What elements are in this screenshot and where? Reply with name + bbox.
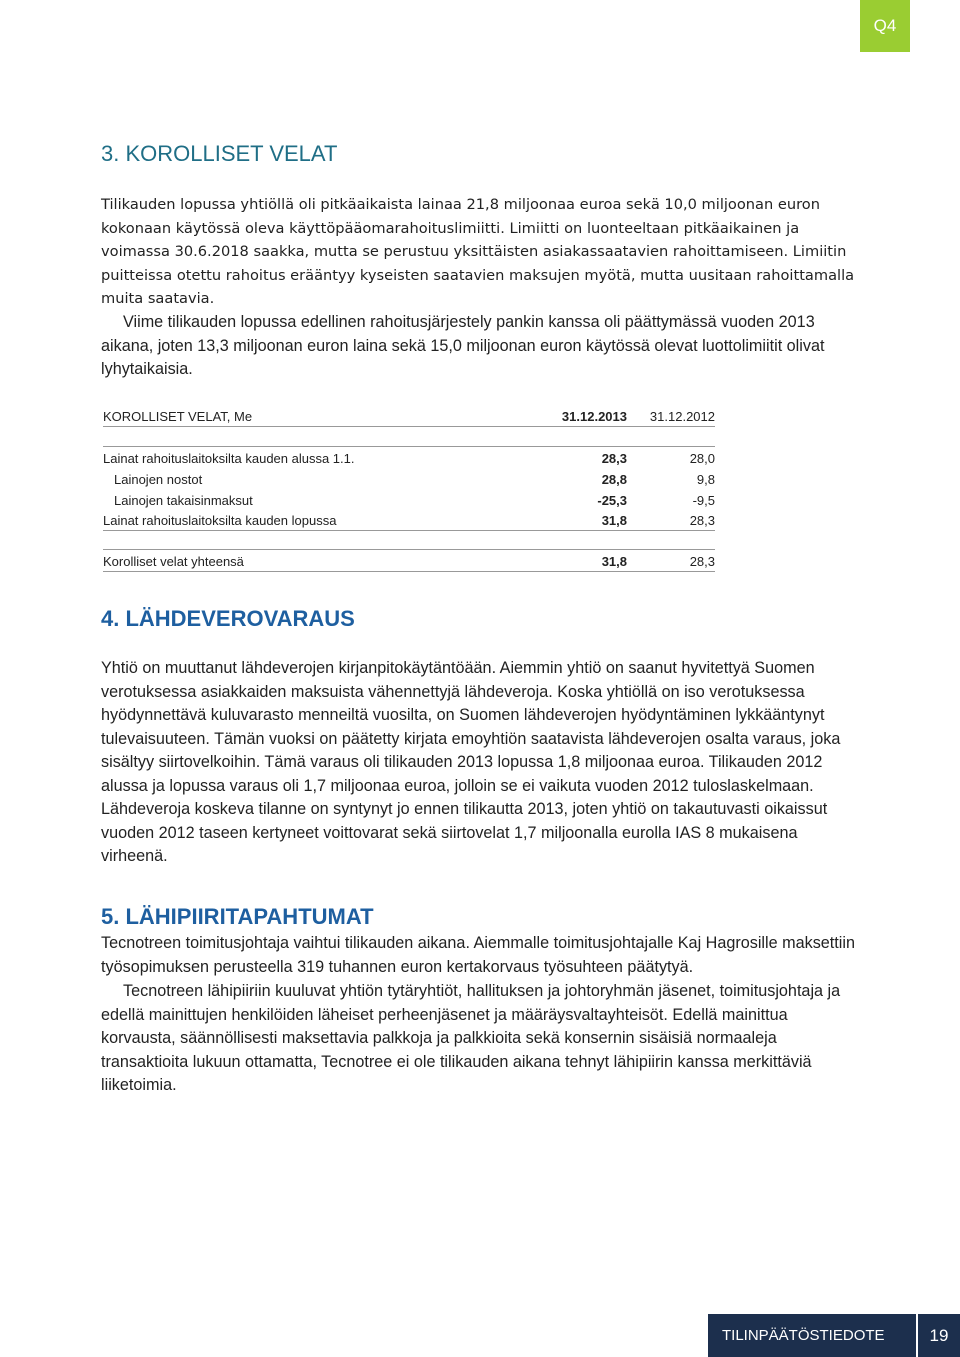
row-value-2012: 28,3 xyxy=(689,512,715,528)
table-row xyxy=(103,490,715,510)
table-title: KOROLLISET VELAT, Me xyxy=(103,408,253,424)
section-5-heading: 5. LÄHIPIIRITAPAHTUMAT xyxy=(101,904,374,929)
row-value-2012: 28,0 xyxy=(689,450,715,466)
table-divider xyxy=(103,530,715,531)
row-value-2013: -25,3 xyxy=(597,492,627,508)
table-divider xyxy=(103,446,715,447)
table-row xyxy=(103,448,715,468)
section-5-paragraph-1: Tecnotreen toimitusjohtaja vaihtui tilikauden aikana. Aiemmalle toimitusjohtajalle Kaj Hagrosille maksettiin työsopimuksen perusteella 319 tuhannen euron kertakorvaus työsuhteen päätytyä. xyxy=(101,934,855,976)
row-label: Lainat rahoituslaitoksilta kauden lopussa xyxy=(103,512,337,528)
total-label: Korolliset velat yhteensä xyxy=(103,553,244,569)
table-divider xyxy=(103,549,715,550)
table-divider xyxy=(103,571,715,572)
section-4-paragraph: Yhtiö on muuttanut lähdeverojen kirjanpitokäytäntöään. Aiemmin yhtiö on saanut hyvitettyä Suomen verotuksessa asiakkaiden maksuista vähennettyjä lähdeveroja. Koska yhtiöllä on iso verotuksessa hyödynnettävä kuluvarasto menneiltä vuosilta, on Suomen lähdeverojen hyödyntäminen lykkääntynyt tulevaisuuteen. Tämän vuoksi on päätetty kirjata emoyhtiön saatavista lähdeverojen osalta varaus, joka sisältyy siirtovelkoihin. Tämä varaus oli tilikauden 2013 lopussa 1,8 miljoonaa euroa. Tilikauden 2012 alussa ja lopussa varaus oli 1,7 miljoonaa euroa, jolloin se ei vaikuta vuoden 2012 tuloslaskelmaan. Lähdeveroja koskeva tilanne on syntynyt jo ennen tilikautta 2013, joten yhtiö on takautuvasti oikaissut vuoden 2012 taseen kertyneet voittovarat sekä siirtovelat 1,7 miljoonalla eurolla IAS 8 mukaisena virheenä. xyxy=(101,659,841,865)
row-value-2013: 28,8 xyxy=(601,471,627,487)
total-value-2012: 28,3 xyxy=(689,553,715,569)
total-value-2013: 31,8 xyxy=(601,553,627,569)
row-value-2012: 9,8 xyxy=(696,471,715,487)
section-3-paragraph-2: Viime tilikauden lopussa edellinen rahoitusjärjestely pankin kanssa oli päättymässä vuoden 2013 aikana, joten 13,3 miljoonan euron laina sekä 15,0 miljoonan euron käytössä olevat luottolimiitit olivat lyhytaikaisia. xyxy=(101,313,825,378)
row-value-2012: -9,5 xyxy=(692,492,715,508)
page-footer xyxy=(708,1314,960,1357)
table-header-row xyxy=(103,406,715,426)
row-label: Lainat rahoituslaitoksilta kauden alussa 1.1. xyxy=(103,450,355,466)
section-3-heading: 3. KOROLLISET VELAT xyxy=(101,141,338,166)
table-row xyxy=(103,510,715,530)
section-4-heading: 4. LÄHDEVEROVARAUS xyxy=(101,606,355,631)
table-row xyxy=(103,469,715,489)
row-value-2013: 28,3 xyxy=(601,450,627,466)
table-divider xyxy=(103,426,715,427)
page-number: 19 xyxy=(916,1314,960,1357)
row-label: Lainojen nostot xyxy=(114,471,203,487)
row-value-2013: 31,8 xyxy=(601,512,627,528)
column-header-2012: 31.12.2012 xyxy=(649,408,715,424)
row-label: Lainojen takaisinmaksut xyxy=(114,492,253,508)
footer-title: TILINPÄÄTÖSTIEDOTE xyxy=(722,1327,885,1344)
table-total-row xyxy=(103,551,715,571)
quarter-badge: Q4 xyxy=(860,0,910,52)
column-header-2013: 31.12.2013 xyxy=(561,408,627,424)
section-3-paragraph-1: Tilikauden lopussa yhtiöllä oli pitkäaikaista lainaa 21,8 miljoonaa euroa sekä 10,0 miljoonan euron kokonaan käytössä oleva käyttöpääomarahoituslimiitti. Limiitti on luonteeltaan pitkäaikainen ja voimassa 30.6.2018 saakka, mutta se perustuu yksittäisten asiakassaatavien rahoittamiseen. Limiitin puitteissa otettu rahoitus erääntyy kyseisten saatavien maksujen myötä, mutta uusitaan rahoittamalla muita saatavia. xyxy=(101,196,855,307)
section-5-paragraph-2: Tecnotreen lähipiiriin kuuluvat yhtiön tytäryhtiöt, hallituksen ja johtoryhmän jäsenet, toimitusjohtaja ja edellä mainittujen henkilöiden läheiset perheenjäsenet ja määräysvaltayhteisöt. Edellä mainittua korvausta, säännöllisesti maksettavia palkkoja ja palkkioita sekä konsernin sisäisiä normaaleja transaktioita lukuun ottamatta, Tecnotree ei ole tilikauden aikana tehnyt lähipiirin kanssa merkittäviä liiketoimia. xyxy=(101,982,841,1094)
